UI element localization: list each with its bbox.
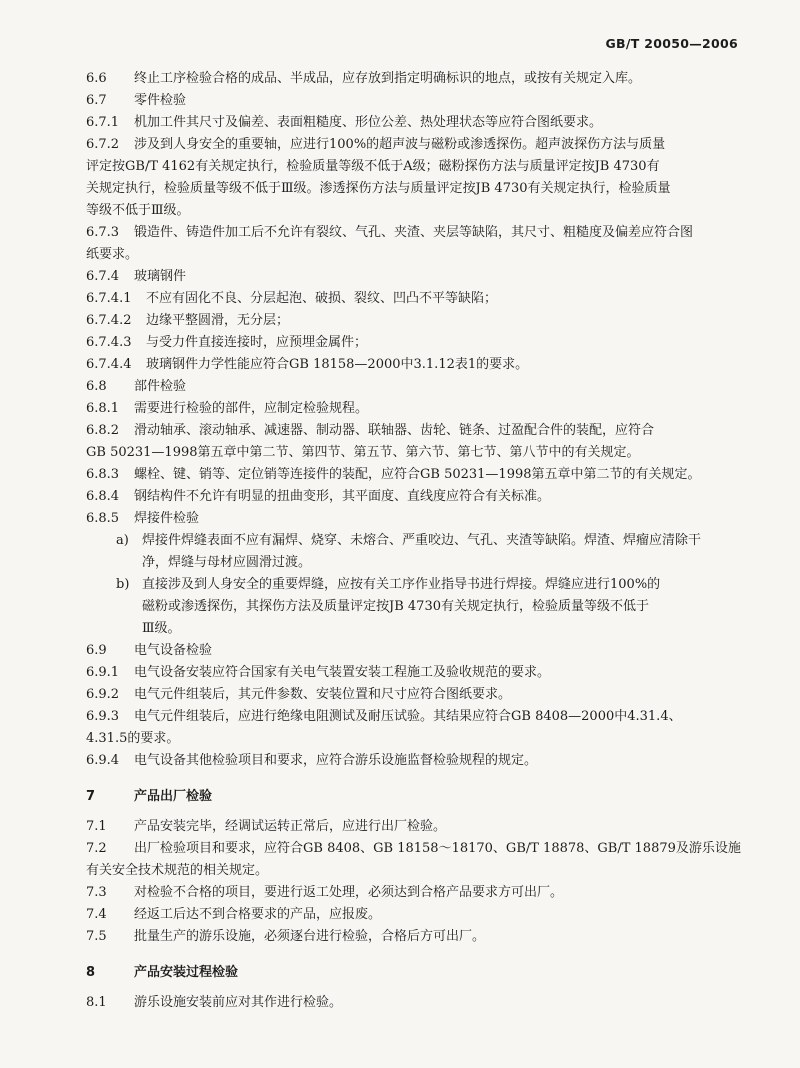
clause-text: 钢结构件不允许有明显的扭曲变形，其平面度、直线度应符合有关标准。 bbox=[134, 489, 551, 504]
clause-heading: 电气设备检验 bbox=[134, 643, 213, 658]
standard-number: GB/T 20050—2006 bbox=[605, 36, 738, 51]
clause-text: 螺栓、键、销等、定位销等连接件的装配，应符合GB 50231—1998第五章中第二节的有关规定。 bbox=[134, 467, 701, 482]
clause-text: 与受力件直接连接时，应预埋金属件； bbox=[146, 335, 368, 350]
clause-continuation: 纸要求。 bbox=[86, 247, 139, 262]
clause-6-9-4 bbox=[86, 750, 754, 772]
clause-number: 7.2 bbox=[86, 841, 107, 856]
section-title: 产品出厂检验 bbox=[134, 789, 213, 804]
clause-number: 6.8.1 bbox=[86, 401, 120, 416]
clause-6-8 bbox=[86, 376, 754, 398]
clause-6-8-5 bbox=[86, 508, 754, 530]
clause-number: 6.7.3 bbox=[86, 225, 120, 240]
clause-7-3 bbox=[86, 882, 754, 904]
document-body bbox=[86, 68, 754, 1014]
clause-text: 出厂检验项目和要求，应符合GB 8408、GB 18158～18170、GB/T 18878、GB/T 18879及游乐设施 bbox=[134, 841, 741, 856]
list-continuation: 磁粉或渗透探伤，其探伤方法及质量评定按JB 4730有关规定执行，检验质量等级不低于 bbox=[142, 599, 649, 614]
list-text: 直接涉及到人身安全的重要焊缝，应按有关工序作业指导书进行焊接。焊缝应进行100%的 bbox=[142, 577, 661, 592]
clause-6-9-1 bbox=[86, 662, 754, 684]
clause-6-7-4-3 bbox=[86, 332, 754, 354]
list-item-a bbox=[86, 530, 754, 552]
clause-7-1 bbox=[86, 816, 754, 838]
clause-number: 7.1 bbox=[86, 819, 107, 834]
section-number: 7 bbox=[86, 789, 96, 804]
clause-number: 6.9.3 bbox=[86, 709, 120, 724]
clause-continuation: 有关安全技术规范的相关规定。 bbox=[86, 863, 269, 878]
clause-number: 6.7.4.3 bbox=[86, 335, 132, 350]
clause-6-8-3 bbox=[86, 464, 754, 486]
clause-text: 经返工后达不到合格要求的产品，应报废。 bbox=[134, 907, 382, 922]
clause-6-6 bbox=[86, 68, 754, 90]
clause-text: 滑动轴承、滚动轴承、减速器、制动器、联轴器、齿轮、链条、过盈配合件的装配，应符合 bbox=[134, 423, 655, 438]
clause-heading: 部件检验 bbox=[134, 379, 187, 394]
list-item-b bbox=[86, 574, 754, 596]
clause-6-7-3 bbox=[86, 222, 754, 244]
clause-number: 6.9.1 bbox=[86, 665, 120, 680]
section-number: 8 bbox=[86, 965, 96, 980]
clause-heading: 零件检验 bbox=[134, 93, 187, 108]
clause-text: 游乐设施安装前应对其作进行检验。 bbox=[134, 995, 343, 1010]
clause-number: 6.7.1 bbox=[86, 115, 120, 130]
clause-number: 6.7.4.2 bbox=[86, 313, 132, 328]
clause-6-7-2 bbox=[86, 134, 754, 156]
clause-text: 对检验不合格的项目，要进行返工处理，必须达到合格产品要求方可出厂。 bbox=[134, 885, 564, 900]
clause-number: 6.7.4.4 bbox=[86, 357, 132, 372]
clause-continuation: 等级不低于Ⅲ级。 bbox=[86, 203, 190, 218]
clause-number: 6.7 bbox=[86, 93, 107, 108]
clause-number: 6.8.5 bbox=[86, 511, 120, 526]
clause-number: 6.8.2 bbox=[86, 423, 120, 438]
list-marker: a) bbox=[116, 533, 129, 548]
clause-text: 锻造件、铸造件加工后不允许有裂纹、气孔、夹渣、夹层等缺陷，其尺寸、粗糙度及偏差应符合图 bbox=[134, 225, 694, 240]
clause-text: 电气元件组装后，应进行绝缘电阻测试及耐压试验。其结果应符合GB 8408—2000中4.31.4、 bbox=[134, 709, 682, 724]
clause-continuation: 评定按GB/T 4162有关规定执行，检验质量等级不低于A级；磁粉探伤方法与质量评定按JB 4730有 bbox=[86, 159, 660, 174]
clause-6-7-4 bbox=[86, 266, 754, 288]
clause-text: 产品安装完毕，经调试运转正常后，应进行出厂检验。 bbox=[134, 819, 447, 834]
list-continuation: 净，焊缝与母材应圆滑过渡。 bbox=[142, 555, 312, 570]
clause-text: 边缘平整圆滑，无分层； bbox=[146, 313, 290, 328]
clause-6-8-4 bbox=[86, 486, 754, 508]
section-7-heading bbox=[86, 786, 754, 808]
clause-heading: 焊接件检验 bbox=[134, 511, 200, 526]
clause-number: 6.7.4 bbox=[86, 269, 120, 284]
clause-text: 批量生产的游乐设施，必须逐台进行检验，合格后方可出厂。 bbox=[134, 929, 486, 944]
section-8-heading bbox=[86, 962, 754, 984]
clause-text: 机加工件其尺寸及偏差、表面粗糙度、形位公差、热处理状态等应符合图纸要求。 bbox=[134, 115, 603, 130]
list-continuation: Ⅲ级。 bbox=[142, 621, 181, 636]
clause-continuation: 关规定执行，检验质量等级不低于Ⅲ级。渗透探伤方法与质量评定按JB 4730有关规定执行，检验质量 bbox=[86, 181, 671, 196]
clause-text: 电气设备其他检验项目和要求，应符合游乐设施监督检验规程的规定。 bbox=[134, 753, 538, 768]
list-text: 焊接件焊缝表面不应有漏焊、烧穿、未熔合、严重咬边、气孔、夹渣等缺陷。焊渣、焊瘤应清除干 bbox=[142, 533, 702, 548]
clause-number: 6.7.4.1 bbox=[86, 291, 132, 306]
clause-7-5 bbox=[86, 926, 754, 948]
clause-number: 7.4 bbox=[86, 907, 107, 922]
clause-6-8-1 bbox=[86, 398, 754, 420]
clause-6-7-4-1 bbox=[86, 288, 754, 310]
clause-6-9-2 bbox=[86, 684, 754, 706]
clause-text: 电气元件组装后，其元件参数、安装位置和尺寸应符合图纸要求。 bbox=[134, 687, 512, 702]
clause-continuation: 4.31.5的要求。 bbox=[86, 731, 180, 746]
clause-text: 不应有固化不良、分层起泡、破损、裂纹、凹凸不平等缺陷； bbox=[146, 291, 498, 306]
clause-7-2 bbox=[86, 838, 754, 860]
clause-number: 7.3 bbox=[86, 885, 107, 900]
clause-number: 6.8.3 bbox=[86, 467, 120, 482]
clause-heading: 玻璃钢件 bbox=[134, 269, 187, 284]
clause-number: 8.1 bbox=[86, 995, 107, 1010]
list-marker: b) bbox=[116, 577, 130, 592]
clause-continuation: GB 50231—1998第五章中第二节、第四节、第五节、第六节、第七节、第八节中的有关规定。 bbox=[86, 445, 640, 460]
clause-text: 终止工序检验合格的成品、半成品，应存放到指定明确标识的地点，或按有关规定入库。 bbox=[134, 71, 642, 86]
clause-6-7-4-2 bbox=[86, 310, 754, 332]
clause-number: 6.9 bbox=[86, 643, 107, 658]
clause-7-4 bbox=[86, 904, 754, 926]
clause-text: 玻璃钢件力学性能应符合GB 18158—2000中3.1.12表1的要求。 bbox=[146, 357, 529, 372]
clause-number: 6.9.4 bbox=[86, 753, 120, 768]
section-title: 产品安装过程检验 bbox=[134, 965, 239, 980]
clause-6-9 bbox=[86, 640, 754, 662]
clause-number: 7.5 bbox=[86, 929, 107, 944]
clause-8-1 bbox=[86, 992, 754, 1014]
clause-text: 需要进行检验的部件，应制定检验规程。 bbox=[134, 401, 369, 416]
clause-number: 6.7.2 bbox=[86, 137, 120, 152]
clause-6-8-2 bbox=[86, 420, 754, 442]
clause-6-7-1 bbox=[86, 112, 754, 134]
clause-number: 6.8.4 bbox=[86, 489, 120, 504]
clause-6-7 bbox=[86, 90, 754, 112]
clause-number: 6.9.2 bbox=[86, 687, 120, 702]
clause-6-9-3 bbox=[86, 706, 754, 728]
clause-number: 6.6 bbox=[86, 71, 107, 86]
clause-text: 涉及到人身安全的重要轴，应进行100%的超声波与磁粉或渗透探伤。超声波探伤方法与质量 bbox=[134, 137, 666, 152]
clause-6-7-4-4 bbox=[86, 354, 754, 376]
clause-text: 电气设备安装应符合国家有关电气装置安装工程施工及验收规范的要求。 bbox=[134, 665, 551, 680]
clause-number: 6.8 bbox=[86, 379, 107, 394]
